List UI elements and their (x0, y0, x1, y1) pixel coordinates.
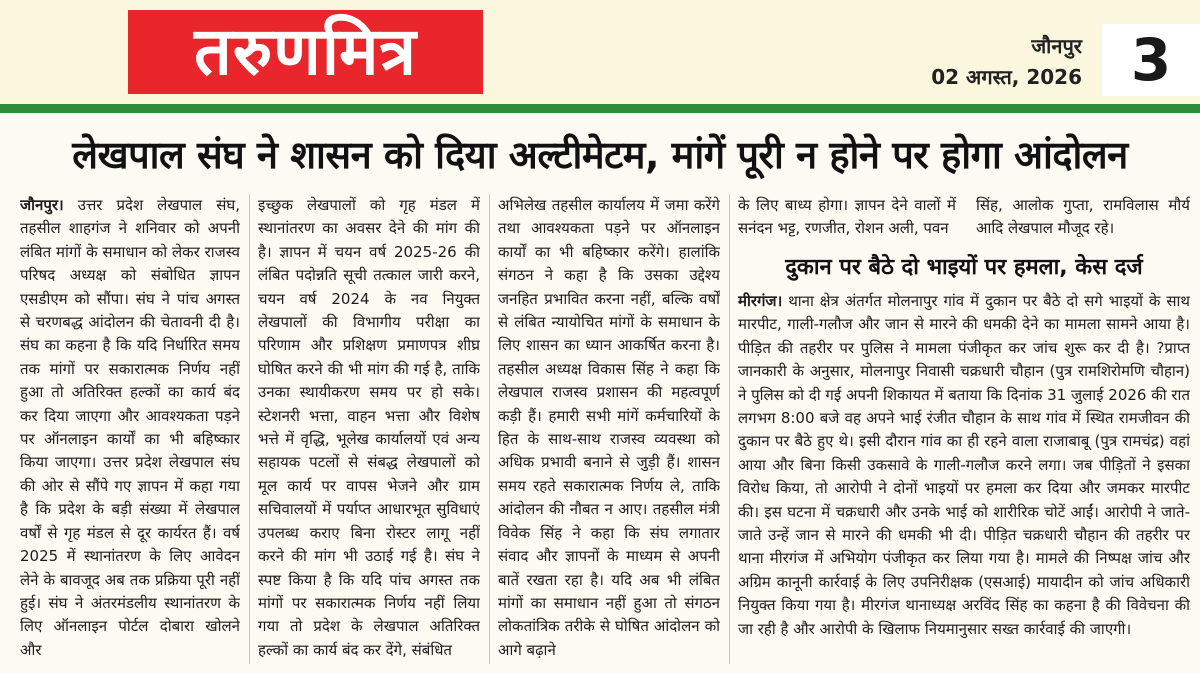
main-story-column-3 (498, 194, 720, 669)
main-story-dateline: जौनपुर। (20, 196, 64, 214)
masthead (0, 0, 1200, 104)
column-divider (489, 194, 490, 664)
main-story-column-1 (20, 194, 240, 669)
second-story-text: थाना क्षेत्र अंतर्गत मोलनापुर गांव में दुकान पर बैठे दो सगे भाइयों के साथ मारपीट, गाली-गलौज और जान से मारने की धमकी देने का मामला सामने आया है। पीड़ित की तहरीर पर पुलिस ने मामला पंजीकृत कर जांच शुरू कर दी है। ?प्राप्त जानकारी के अनुसार, मोलनापुर निवासी चक्रधारी चौहान (पुत्र रामशिरोमणि चौहान) ने पुलिस को दी गई अपनी शिकायत में बताया कि दिनांक 31 जुलाई 2026 की रात लगभग 8:00 बजे वह अपने भाई रंजीत चौहान के साथ गांव में स्थित रामजीवन की दुकान पर बैठे हुए थे। इसी दौरान गांव का ही रहने वाला राजाबाबू (पुत्र रामचंद्र) वहां आया और बिना किसी उकसावे के गाली-गलौज करने लगा। जब पीड़ितों ने इसका विरोध किया, तो आरोपी ने दोनों भाइयों पर हमला कर दिया और जमकर मारपीट की। इस घटना में चक्रधारी और उनके भाई को शारीरिक चोटें आईं। आरोपी ने जाते-जाते उन्हें जान से मारने की धमकी भी दी। पीड़ित चक्रधारी चौहान की तहरीर पर थाना मीरगंज में अभियोग पंजीकृत कर लिया गया है। मामले की निष्पक्ष जांच और अग्रिम कानूनी कार्रवाई के लिए उपनिरीक्षक (एसआई) मायादीन को जांच अधिकारी नियुक्त किया गया है। मीरगंज थानाध्यक्ष अरविंद सिंह का कहना है की विवेचना की जा रही है और आरोपी के खिलाफ नियमानुसार सख्त कार्रवाई की जाएगी। (738, 292, 1190, 638)
page-number: 3 (1102, 24, 1200, 96)
main-story-text-3: अभिलेख तहसील कार्यालय में जमा करेंगे तथा आवश्यकता पड़ने पर ऑनलाइन कार्यों का भी बहिष्कार करेंगे। हालांकि संगठन ने कहा है कि उसका उद्देश्य जनहित प्रभावित करना नहीं, बल्कि वर्षों से लंबित न्यायोचित मांगों के समाधान के लिए शासन का ध्यान आकर्षित करना है। तहसील अध्यक्ष विकास सिंह ने कहा कि लेखपाल राजस्व प्रशासन की महत्वपूर्ण कड़ी हैं। हमारी सभी मांगें कर्मचारियों के हित के साथ-साथ राजस्व व्यवस्था को अधिक प्रभावी बनाने से जुड़ी हैं। शासन समय रहते सकारात्मक निर्णय ले, ताकि आंदोलन की नौबत न आए। तहसील मंत्री विवेक सिंह ने कहा कि संघ लगातार संवाद और ज्ञापनों के माध्यम से अपनी बातें रखता रहा है। यदि अब भी लंबित मांगों का समाधान नहीं हुआ तो संगठन लोकतांत्रिक तरीके से घोषित आंदोलन को आगे बढ़ाने (498, 196, 720, 659)
main-headline: लेखपाल संघ ने शासन को दिया अल्टीमेटम, मांगें पूरी न होने पर होगा आंदोलन (72, 133, 1128, 177)
edition-info (931, 32, 1082, 90)
second-story-body (738, 290, 1190, 668)
main-story-column-5 (976, 194, 1190, 242)
newspaper-logo (128, 10, 483, 94)
main-story-text-2: इच्छुक लेखपालों को गृह मंडल में स्थानांतरण का अवसर देने की मांग की है। ज्ञापन में चयन वर्ष 2025-26 की लंबित पदोन्नति सूची तत्काल जारी करने, चयन वर्ष 2024 के नव नियुक्त लेखपालों की विभागीय परीक्षा का परिणाम और प्रशिक्षण प्रमाणपत्र शीघ्र घोषित करने की भी मांग की गई है, ताकि उनका स्थायीकरण समय पर हो सके। स्टेशनरी भत्ता, वाहन भत्ता और विशेष भत्ते में वृद्धि, भूलेख कार्यालयों एवं अन्य सहायक पटलों से संबद्ध लेखपालों को मूल कार्य पर वापस भेजने और ग्राम सचिवालयों में पर्याप्त आधारभूत सुविधाएं उपलब्ध कराए बिना रोस्टर लागू नहीं करने की मांग भी उठाई गई है। संघ ने स्पष्ट किया है कि यदि पांच अगस्त तक मांगों पर सकारात्मक निर्णय नहीं लिया गया तो प्रदेश के लेखपाल अतिरिक्त हल्कों का कार्य बंद कर देंगे, संबंधित (258, 196, 480, 659)
second-headline: दुकान पर बैठे दो भाइयों पर हमला, केस दर्ज (785, 255, 1143, 280)
column-divider (729, 194, 730, 664)
logo-text: तरुणमित्र (194, 13, 417, 90)
second-story-dateline: मीरगंज। (738, 292, 783, 310)
main-story-text-5: सिंह, आलोक गुप्ता, रामविलास मौर्य आदि लेखपाल मौजूद रहे। (976, 196, 1190, 238)
column-divider (249, 194, 250, 664)
masthead-divider (0, 104, 1200, 113)
main-story-column-4 (738, 194, 956, 242)
main-story-column-2 (258, 194, 480, 669)
edition-city: जौनपुर (1031, 34, 1082, 58)
edition-date: 02 अगस्त, 2026 (931, 65, 1082, 89)
main-story-text-4: के लिए बाध्य होगा। ज्ञापन देने वालों में सनंदन भट्ट, रणजीत, रोशन अली, पवन (738, 196, 956, 238)
main-story-text-1: उत्तर प्रदेश लेखपाल संघ, तहसील शाहगंज ने शनिवार को अपनी लंबित मांगों के समाधान को लेकर राजस्व परिषद अध्यक्ष को संबोधित ज्ञापन एसडीएम को सौंपा। संघ ने पांच अगस्त से चरणबद्ध आंदोलन की चेतावनी दी है। संघ का कहना है कि यदि निर्धारित समय तक मांगों पर सकारात्मक निर्णय नहीं हुआ तो अतिरिक्त हल्कों का कार्य बंद कर दिया जाएगा और आवश्यकता पड़ने पर ऑनलाइन कार्यों का भी बहिष्कार किया जाएगा। उत्तर प्रदेश लेखपाल संघ की ओर से सौंपे गए ज्ञापन में कहा गया है कि प्रदेश के बड़ी संख्या में लेखपाल वर्षों से गृह मंडल से दूर कार्यरत हैं। वर्ष 2025 में स्थानांतरण के लिए आवेदन लेने के बावजूद अब तक प्रक्रिया पूरी नहीं हुई। संघ ने अंतरमंडलीय स्थानांतरण के लिए ऑनलाइन पोर्टल दोबारा खोलने और (20, 196, 240, 659)
